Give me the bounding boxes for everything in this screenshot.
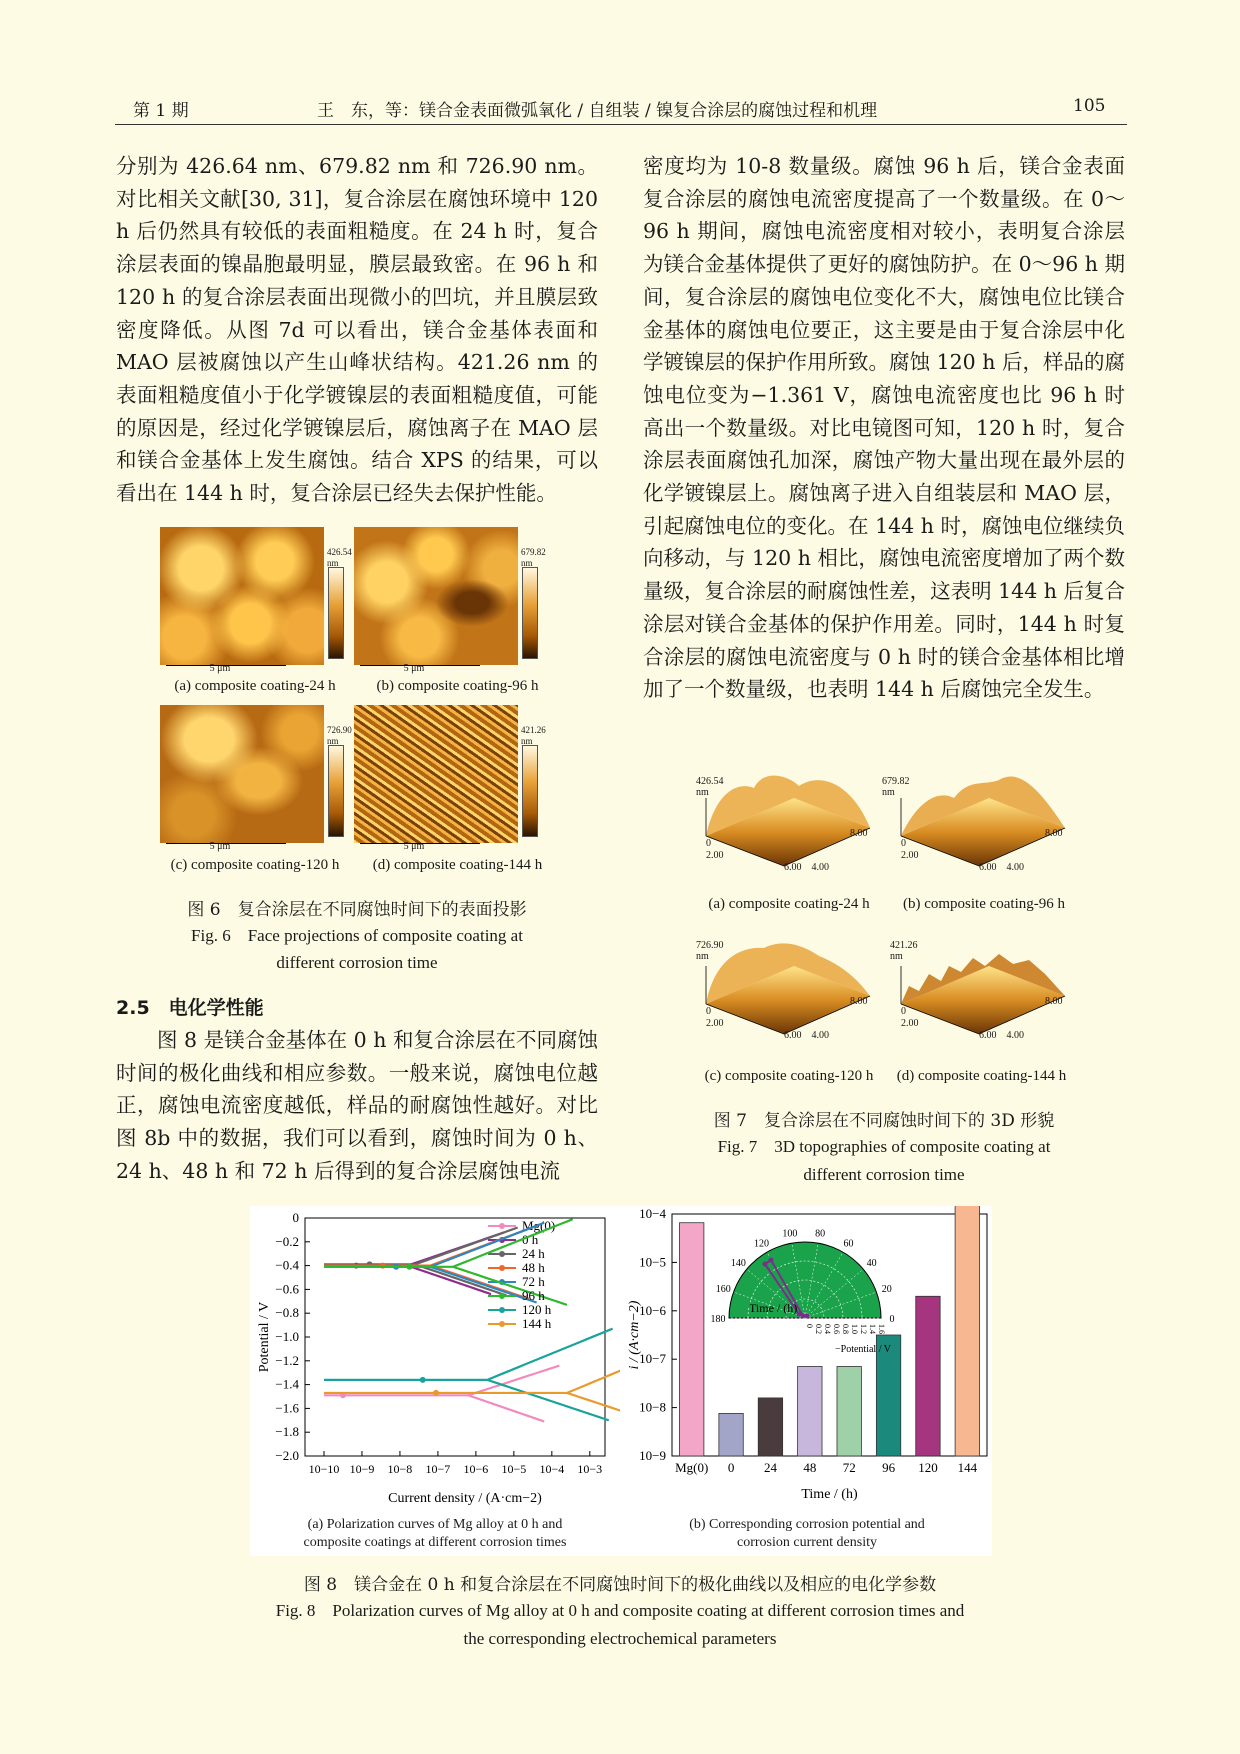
fig7-max-b: 679.82 nm: [882, 776, 910, 798]
polar-series-marker: [797, 1312, 802, 1317]
bar: [798, 1366, 822, 1456]
fig7-panel-b: [901, 777, 1065, 866]
left-paragraph-2: 图 8 是镁合金基体在 0 h 和复合涂层在不同腐蚀时间的极化曲线和相应参数。一般来说，腐蚀电位越正，腐蚀电流密度越低，样品的耐腐蚀性越好。对比图 8b 中的数据，我们可以看到，腐蚀时间为 0 h、24 h、48 h 和 72 h 后得到的复合涂层腐蚀电流: [116, 1028, 598, 1183]
fig7-caption-cn: 图 7 复合涂层在不同腐蚀时间下的 3D 形貌: [713, 1111, 1055, 1131]
y-tick-label: −1.4: [275, 1376, 299, 1392]
legend-marker: [499, 1251, 505, 1257]
polar-angle-label: 100: [782, 1228, 798, 1240]
polar-angle-label: 60: [843, 1238, 854, 1250]
x-tick-label: 10−7: [425, 1462, 451, 1476]
x-tick-label: Mg(0): [675, 1460, 709, 1475]
polar-radial-label: 0: [805, 1324, 814, 1328]
y-tick-label: 10−7: [639, 1351, 666, 1367]
fig7-caption-en-2: different corrosion time: [803, 1165, 965, 1184]
fig7-sub-d: (d) composite coating-144 h: [896, 1068, 1067, 1084]
y-tick-label: −0.2: [275, 1233, 299, 1249]
fig6-sub-c: (c) composite coating-120 h: [170, 857, 340, 873]
page-number: 105: [1073, 96, 1106, 116]
fig7-caption-en-1: Fig. 7 3D topographies of composite coating at: [717, 1137, 1051, 1156]
fig7-max-a: 426.54 nm: [696, 776, 724, 798]
bar: [758, 1398, 782, 1456]
figure-8: [250, 1206, 992, 1556]
x-tick-label: 10−8: [387, 1462, 413, 1476]
x-axis-label: Current density / (A·cm−2): [388, 1491, 542, 1506]
figure-7: [694, 758, 1078, 1088]
fig7-sub-a: (a) composite coating-24 h: [708, 896, 870, 912]
polarization-curve-cathodic: [408, 1266, 492, 1295]
polar-radial-label: 0.2: [814, 1324, 823, 1334]
fig7-tick-c: 0 2.00: [706, 1006, 724, 1029]
fig7-tick-b-8: 8.00: [1045, 828, 1063, 839]
bar: [955, 1206, 979, 1456]
right-column-text: [643, 150, 1125, 706]
fig6-sub-d: (d) composite coating-144 h: [372, 857, 543, 873]
polar-radial-label: 0.6: [832, 1324, 841, 1334]
y-axis-label: Potential / V: [257, 1301, 272, 1373]
polar-radial-axis-label: −Potential / V: [835, 1344, 892, 1355]
fig7-max-d: 421.26 nm: [890, 940, 918, 962]
x-tick-label: 24: [763, 1460, 777, 1475]
x-tick-label: 96: [882, 1460, 896, 1475]
header-rule: [115, 124, 1127, 125]
fig8-sub-b-1: (b) Corresponding corrosion potential and: [689, 1517, 925, 1532]
x-tick-label: 10−4: [539, 1462, 565, 1476]
color-scale-b: [522, 567, 538, 659]
legend-marker: [499, 1223, 505, 1229]
fig6-label-scale-b: 5 μm: [403, 663, 425, 674]
fig7-max-c: 726.90 nm: [696, 940, 724, 962]
series-marker: [433, 1390, 439, 1396]
y-tick-label: 10−5: [639, 1254, 666, 1270]
color-scale-c: [328, 745, 344, 837]
polarization-curve: [324, 1338, 620, 1393]
x-tick-label: 10−3: [577, 1462, 603, 1476]
fig6-sub-b: (b) composite coating-96 h: [376, 678, 539, 694]
y-tick-label: −0.4: [275, 1257, 299, 1273]
polar-radial-label: 1.6: [877, 1324, 886, 1334]
y-tick-label: −1.6: [275, 1400, 299, 1416]
afm-image-b: [354, 527, 518, 665]
legend-marker: [499, 1321, 505, 1327]
x-tick-label: 120: [918, 1460, 938, 1475]
legend-label: 72 h: [522, 1274, 545, 1289]
legend-label: 120 h: [522, 1302, 552, 1317]
polar-radial-label: 1.2: [859, 1324, 868, 1334]
fig6-caption-en-1: Fig. 6 Face projections of composite coating at: [191, 926, 523, 945]
polarization-curve-cathodic: [430, 1267, 536, 1303]
fig6-label-scale-c: 5 μm: [209, 841, 231, 852]
fig8-caption-en-2: the corresponding electrochemical parameters: [463, 1629, 777, 1648]
fig6-caption-en-2: different corrosion time: [276, 953, 438, 972]
fig7-tick-c-x: 6.00 4.00: [784, 1030, 829, 1041]
fig6-label-scale-a: 5 μm: [209, 663, 231, 674]
series-marker: [420, 1377, 426, 1383]
x-tick-label: 0: [727, 1460, 735, 1475]
y-tick-label: −1.8: [275, 1424, 299, 1440]
x-tick-label: 10−9: [349, 1462, 375, 1476]
afm-image-c: [160, 705, 324, 843]
y-tick-label: −0.6: [275, 1281, 299, 1297]
legend-label: 24 h: [522, 1246, 545, 1261]
fig7-panel-c: [706, 943, 870, 1034]
y-tick-label: 10−4: [639, 1206, 666, 1221]
left-paragraph-1: 分别为 426.64 nm、679.82 nm 和 726.90 nm。对比相关文献[30, 31]，复合涂层在腐蚀环境中 120 h 后仍然具有较低的表面粗糙度。在 24 h 时，复合涂层表面的镍晶胞最明显，膜层最致密。在 96 h 和 120 h 的复合涂层表面出现微小的凹坑，并且膜层致密度降低。从图 7d 可以看出，镁合金基体表面和 MAO 层被腐蚀以产生山峰状结构。421.26 nm 的表面粗糙度值小于化学镀镍层的表面粗糙度值，可能的原因是，经过化学镀镍层后，腐蚀离子在 MAO 层和镁合金基体上发生腐蚀。结合 XPS 的结果，可以看出在 144 h 时，复合涂层已经失去保护性能。: [116, 154, 598, 506]
fig7-tick-c-8: 8.00: [850, 996, 868, 1007]
afm-panel-a: [160, 527, 360, 675]
x-tick-label: 10−10: [308, 1462, 340, 1476]
x-tick-label: 144: [957, 1460, 978, 1475]
fig8-sub-a-2: composite coatings at different corrosion times: [303, 1535, 567, 1550]
color-scale-a: [328, 567, 344, 659]
x-tick-label: 48: [803, 1460, 817, 1475]
plot-frame: [305, 1218, 605, 1456]
y-tick-label: −1.2: [275, 1352, 299, 1368]
polar-angle-label: 0: [889, 1314, 895, 1325]
polarization-curve-cathodic: [453, 1267, 567, 1305]
y-tick-label: −0.8: [275, 1305, 299, 1321]
polar-radial-label: 1.4: [868, 1324, 877, 1334]
y-tick-label: 10−8: [639, 1399, 666, 1415]
polar-radial-label: 1.0: [850, 1324, 859, 1334]
fig7-tick-a: 0 2.00: [706, 838, 724, 861]
polarization-curve-cathodic: [468, 1395, 544, 1421]
x-tick-label: 10−6: [463, 1462, 489, 1476]
polar-series-marker: [769, 1258, 774, 1263]
color-scale-max-b: 679.82 nm: [521, 547, 546, 568]
color-scale-max-d: 421.26 nm: [521, 725, 546, 746]
polar-angle-label: 80: [815, 1228, 826, 1240]
y-tick-label: 10−6: [639, 1302, 666, 1318]
left-column-text: [116, 150, 598, 510]
polar-angle-label: 20: [881, 1284, 892, 1296]
fig7-sub-b: (b) composite coating-96 h: [902, 896, 1066, 912]
legend-label: 48 h: [522, 1260, 545, 1275]
fig7-panel-d: [901, 954, 1065, 1034]
color-scale-max-a: 426.54 nm: [327, 547, 352, 568]
fig7-tick-d: 0 2.00: [901, 1006, 919, 1029]
fig7-sub-c: (c) composite coating-120 h: [704, 1068, 874, 1084]
bar: [719, 1413, 743, 1456]
y-tick-label: 0: [292, 1210, 299, 1225]
left-column-text-2: [116, 1024, 598, 1188]
polar-angle-label: 40: [866, 1258, 877, 1270]
afm-panel-b: [354, 527, 554, 675]
legend-label: 144 h: [522, 1316, 552, 1331]
fig6-sub-a: (a) composite coating-24 h: [174, 678, 336, 694]
issue-number: 第 1 期: [133, 101, 189, 121]
figure-6: [160, 525, 560, 885]
legend-label: 96 h: [522, 1288, 545, 1303]
polar-angle-label: 160: [715, 1284, 731, 1296]
corrosion-bar-chart: [622, 1206, 992, 1551]
fig7-panel-a: [706, 776, 870, 866]
fig6-caption-cn: 图 6 复合涂层在不同腐蚀时间下的表面投影: [187, 900, 527, 920]
x-axis-label: Time / (h): [801, 1487, 858, 1502]
polar-radial-label: 0.8: [841, 1324, 850, 1334]
polarization-curve: [324, 1329, 613, 1380]
fig8-sub-b-2: corrosion current density: [737, 1535, 877, 1550]
legend-marker: [499, 1265, 505, 1271]
fig7-tick-a-x: 6.00 4.00: [784, 862, 829, 873]
color-scale-d: [522, 745, 538, 837]
running-title: 王 东，等：镁合金表面微弧氧化 / 自组装 / 镍复合涂层的腐蚀过程和机理: [317, 101, 878, 121]
y-axis-label: i / (A·cm−2): [627, 1300, 642, 1370]
legend-label: Mg(0): [522, 1218, 556, 1233]
fig7-tick-a-8: 8.00: [850, 828, 868, 839]
fig6-label-scale-d: 5 μm: [403, 841, 425, 852]
y-tick-label: −1.0: [275, 1329, 299, 1344]
bar: [679, 1223, 703, 1456]
fig7-tick-d-x: 6.00 4.00: [979, 1030, 1024, 1041]
fig7-tick-b-x: 6.00 4.00: [979, 862, 1024, 873]
polar-angle-label: 180: [710, 1314, 726, 1325]
fig8-sub-a-1: (a) Polarization curves of Mg alloy at 0 h and: [307, 1517, 563, 1532]
right-paragraph-1: 密度均为 10-8 数量级。腐蚀 96 h 后，镁合金表面复合涂层的腐蚀电流密度提高了一个数量级。在 0～96 h 期间，腐蚀电流密度相对较小，表明复合涂层为镁合金基体提供了更好的腐蚀防护。在 0～96 h 期间，复合涂层的腐蚀电位变化不大，腐蚀电位比镁合金基体的腐蚀电位要正，这主要是由于复合涂层中化学镀镍层的保护作用所致。腐蚀 120 h 后，样品的腐蚀电位变为−1.361 V，腐蚀电流密度也比 96 h 时高出一个数量级。对比电镜图可知，120 h 时，复合涂层表面腐蚀孔加深，腐蚀产物大量出现在最外层的化学镀镍层上。腐蚀离子进入自组装层和 MAO 层，引起腐蚀电位的变化。在 144 h 时，腐蚀电位继续负向移动，与 120 h 相比，腐蚀电流密度增加了两个数量级，复合涂层的耐腐蚀性差，这表明 144 h 后复合涂层对镁合金基体的保护作用差。同时，144 h 时复合涂层的腐蚀电流密度与 0 h 时的镁合金基体相比增加了一个数量级，也表明 144 h 后腐蚀完全发生。: [643, 154, 1125, 702]
polar-angle-axis-label: Time / (h): [749, 1301, 798, 1315]
fig7-tick-b: 0 2.00: [901, 838, 919, 861]
polar-series-marker: [763, 1262, 768, 1267]
fig8-caption-cn: 图 8 镁合金在 0 h 和复合涂层在不同腐蚀时间下的极化曲线以及相应的电化学参数: [303, 1575, 937, 1595]
polar-angle-label: 140: [730, 1258, 746, 1270]
polarization-chart: [250, 1206, 620, 1551]
polar-radial-label: 0.4: [823, 1324, 832, 1334]
series-marker: [406, 1264, 412, 1270]
polar-series-marker: [805, 1314, 810, 1319]
legend-marker: [499, 1307, 505, 1313]
color-scale-max-c: 726.90 nm: [327, 725, 352, 746]
fig7-tick-d-8: 8.00: [1045, 996, 1063, 1007]
afm-panel-d: [354, 705, 554, 853]
x-tick-label: 10−5: [501, 1462, 527, 1476]
section-title: 2.5 电化学性能: [116, 997, 264, 1019]
polarization-curve: [324, 1228, 518, 1265]
fig8-caption-en-1: Fig. 8 Polarization curves of Mg alloy at 0 h and composite coating at different corrosion times and: [275, 1601, 965, 1620]
afm-panel-c: [160, 705, 360, 853]
afm-image-d: [354, 705, 518, 843]
bar: [837, 1366, 861, 1456]
x-tick-label: 72: [842, 1460, 856, 1475]
afm-image-a: [160, 527, 324, 665]
legend-marker: [499, 1293, 505, 1299]
bar: [916, 1296, 940, 1456]
y-tick-label: −2.0: [275, 1448, 299, 1463]
polar-angle-label: 120: [754, 1238, 769, 1250]
y-tick-label: 10−9: [639, 1448, 666, 1463]
legend-label: 0 h: [522, 1232, 539, 1247]
